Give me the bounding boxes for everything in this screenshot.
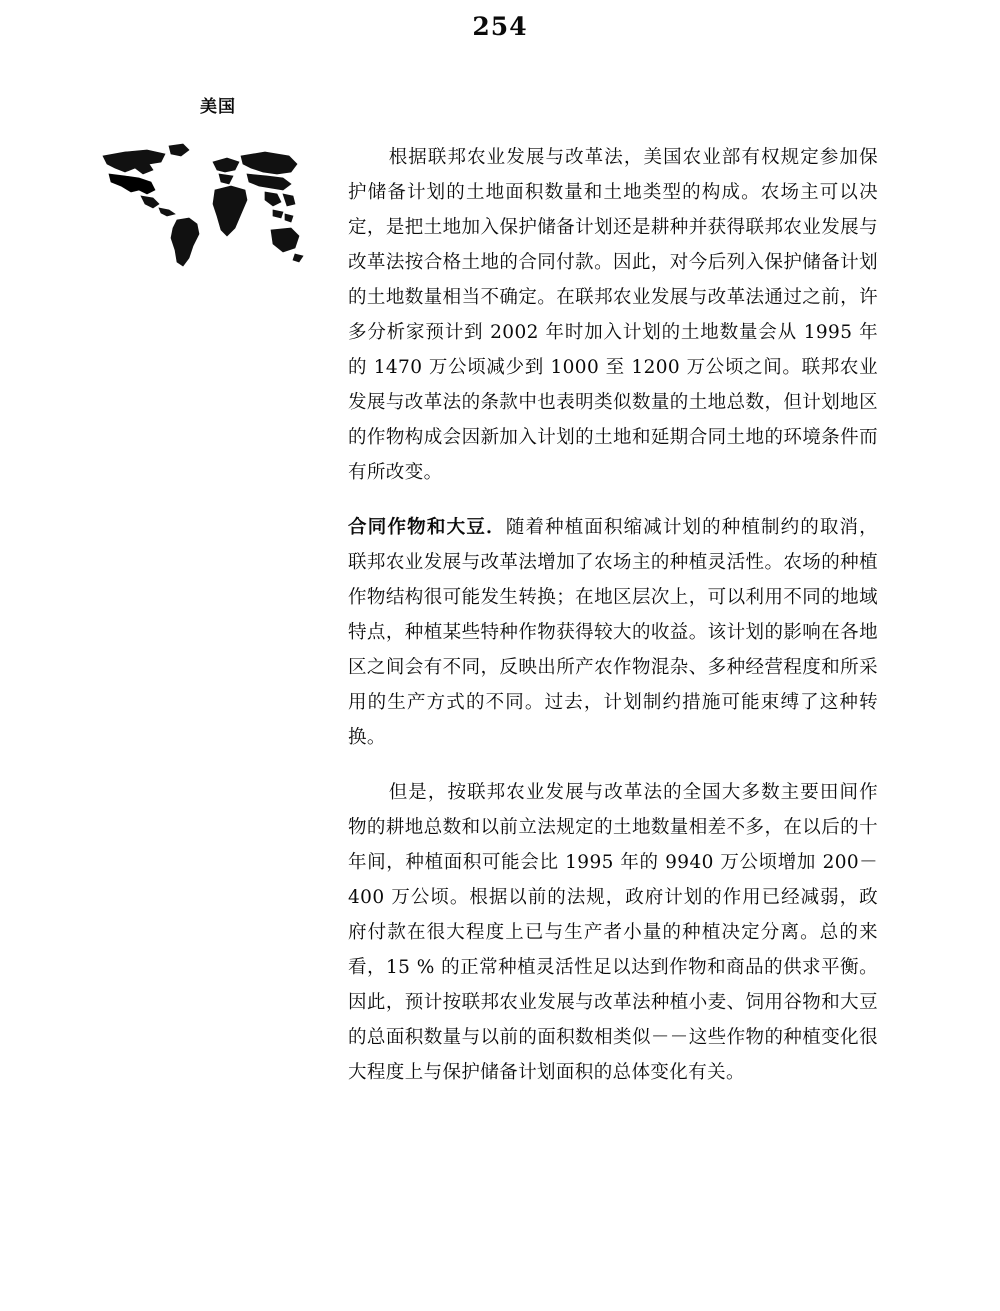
paragraph-3: 但是，按联邦农业发展与改革法的全国大多数主要田间作物的耕地总数和以前立法规定的土地数量相差不多，在以后的十年间，种植面积可能会比 1995 年的 9940 万公顷增加 200－400 万公顷。根据以前的法规，政府计划的作用已经减弱，政府付款在很大程度上已与生产者小量的种植决定分离。总的来看，15 % 的正常种植灵活性足以达到作物和商品的供求平衡。因此，预计按联邦农业发展与改革法种植小麦、饲用谷物和大豆的总面积数量与以前的面积数相类似－－这些作物的种植变化很大程度上与保护储备计划面积的总体变化有关。: [348, 782, 878, 1083]
figure-caption: 美国: [200, 97, 236, 117]
paragraph-1: 根据联邦农业发展与改革法，美国农业部有权规定参加保护储备计划的土地面积数量和土地类型的构成。农场主可以决定，是把土地加入保护储备计划还是耕种并获得联邦农业发展与改革法按合格土地的合同付款。因此，对今后列入保护储备计划的土地数量相当不确定。在联邦农业发展与改革法通过之前，许多分析家预计到 2002 年时加入计划的土地数量会从 1995 年的 1470 万公顷减少到 1000 至 1200 万公顷之间。联邦农业发展与改革法的条款中也表明类似数量的土地总数，但计划地区的作物构成会因新加入计划的土地和延期合同土地的环境条件而有所改变。: [348, 147, 878, 483]
page-number: 254: [472, 12, 528, 41]
article-body: [348, 140, 878, 1090]
paragraph-2-text: 随着种植面积缩减计划的种植制约的取消，联邦农业发展与改革法增加了农场主的种植灵活性。农场的种植作物结构很可能发生转换；在地区层次上，可以利用不同的地域特点，种植某些特种作物获得较大的收益。该计划的影响在各地区之间会有不同，反映出所产农作物混杂、多种经营程度和所采用的生产方式的不同。过去，计划制约措施可能束缚了这种转换。: [348, 517, 878, 748]
paragraph-2-lead: 合同作物和大豆．: [348, 517, 506, 538]
paragraph-2: [348, 510, 878, 755]
world-map-usa-highlighted-icon: [95, 138, 305, 278]
